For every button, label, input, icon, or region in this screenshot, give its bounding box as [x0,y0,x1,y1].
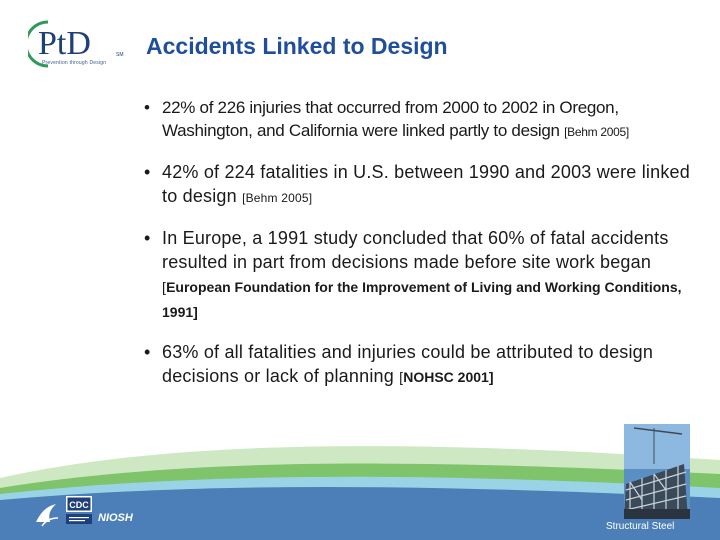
slide-title: Accidents Linked to Design [146,33,448,59]
agency-logos-graphic [32,492,172,534]
photo-caption: Structural Steel [606,521,675,532]
ptd-logo [28,16,128,72]
logo-tagline: Prevention through Design [42,60,107,66]
bullet-marker: • [144,98,150,117]
logo-text: PtD [38,25,91,62]
bullet-marker: • [144,228,151,248]
cdc-text: CDC [69,500,89,510]
bullet-text: 63% of all fatalities and injuries could be attributed to design decisions or lack of planning [162,342,654,386]
niosh-logo [98,512,134,524]
agency-logos [32,492,172,534]
bullet-item [140,160,700,210]
structural-steel-photo [624,424,690,519]
bullet-citation-bracket: [ [399,369,404,385]
niosh-text: NIOSH [98,512,133,524]
bullet-text: In Europe, a 1991 study concluded that 60% of fatal accidents resulted in part from decisions made before site work began [162,228,669,272]
bullet-citation: [Behm 2005] [564,125,629,139]
bullet-citation-bracket: [ [162,279,167,295]
bullet-item [140,340,700,389]
bullet-citation: [Behm 2005] [242,191,313,205]
logo-trademark: SM [116,52,124,58]
bullet-citation: NOHSC 2001] [403,369,494,385]
bullet-citation: European Foundation for the Improvement of Living and Working Conditions, 1991] [162,279,682,320]
bullet-text: 42% of 224 fatalities in U.S. between 1990 and 2003 were linked to design [162,162,690,206]
bullet-item [140,226,700,324]
bullet-marker: • [144,162,151,182]
bullet-list [140,96,700,389]
bullet-item [140,96,700,144]
bullet-marker: • [144,342,151,362]
bullet-text: 22% of 226 injuries that occurred from 2000 to 2002 in Oregon, Washington, and California were linked partly to design [162,98,619,140]
structural-steel-image [624,424,690,519]
hhs-eagle-icon [36,504,58,526]
cdc-logo [66,496,92,524]
